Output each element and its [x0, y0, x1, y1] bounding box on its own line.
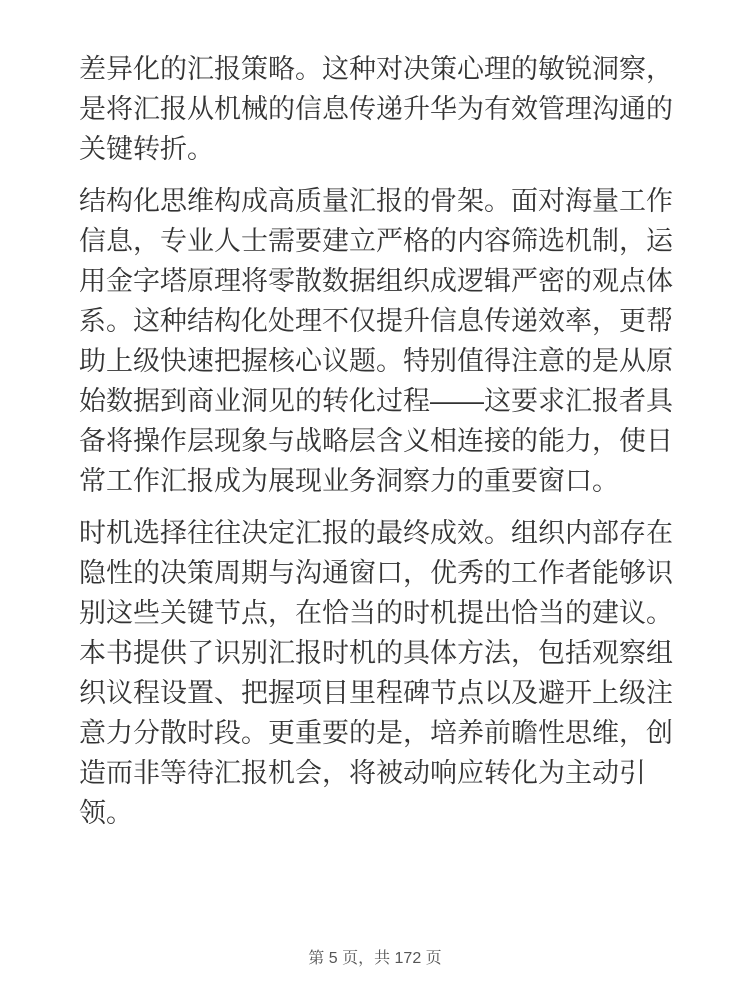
page-indicator: 第 5 页，共 172 页 — [308, 949, 442, 967]
page-content — [79, 49, 676, 845]
paragraph-3: 时机选择往往决定汇报的最终成效。组织内部存在隐性的决策周期与沟通窗口，优秀的工作者能够识别这些关键节点，在恰当的时机提出恰当的建议。本书提供了识别汇报时机的具体方法，包括观察组织议程设置、把握项目里程碑节点以及避开上级注意力分散时段。更重要的是，培养前瞻性思维，创造而非等待汇报机会，将被动响应转化为主动引领。 — [79, 518, 673, 828]
page-footer — [0, 949, 750, 968]
paragraph-1: 差异化的汇报策略。这种对决策心理的敏锐洞察，是将汇报从机械的信息传递升华为有效管理沟通的关键转折。 — [79, 54, 673, 164]
paragraph-2: 结构化思维构成高质量汇报的骨架。面对海量工作信息，专业人士需要建立严格的内容筛选机制，运用金字塔原理将零散数据组织成逻辑严密的观点体系。这种结构化处理不仅提升信息传递效率，更帮助上级快速把握核心议题。特别值得注意的是从原始数据到商业洞见的转化过程——这要求汇报者具备将操作层现象与战略层含义相连接的能力，使日常工作汇报成为展现业务洞察力的重要窗口。 — [79, 186, 673, 496]
